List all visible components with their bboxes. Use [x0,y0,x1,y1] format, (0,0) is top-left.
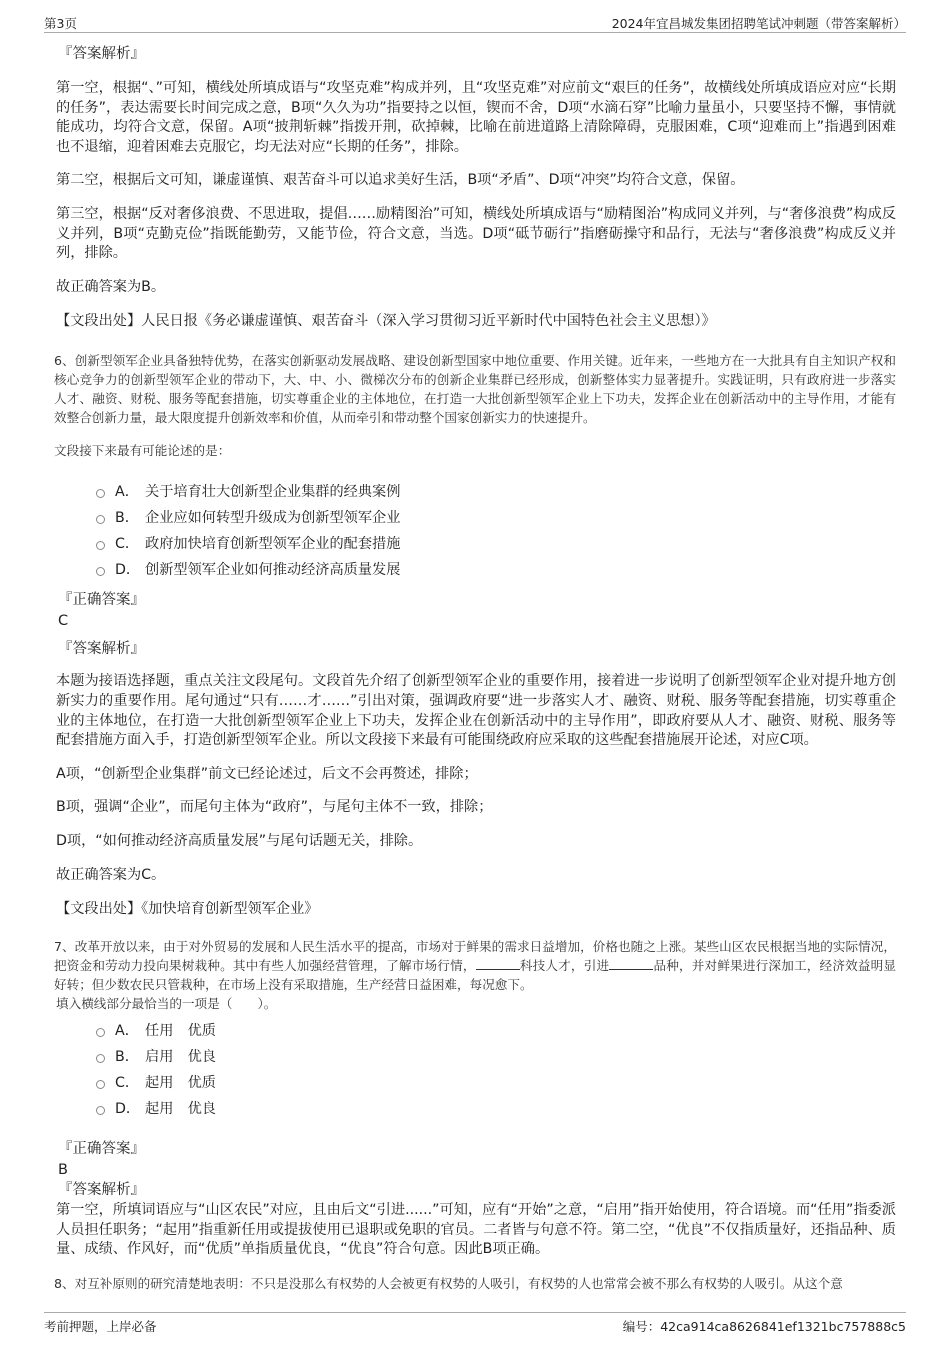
q7-option-a[interactable]: A． 任用 优质 [96,1017,896,1043]
q5-analysis-p1: 第一空，根据“、”可知，横线处所填成语与“攻坚克难”构成并列，且“攻坚克难”对应前文“艰巨的任务”，故横线处所填成语应对应“长期的任务”，表达需要长时间完成之意，B项“久久为功”指要持之以恒，锲而不舍，D项“水滴石穿”比喻力量虽小，只要坚持不懈，事情就能成功，均符合文意，保留。A项“披荆斩棘”指拨开荆，砍掉棘，比喻在前进道路上清除障碍，克服困难，C项“迎难而上”指遇到困难也不退缩，迎着困难去克服它，均无法对应“长期的任务”，排除。 [56,80,896,155]
radio-icon[interactable] [96,541,105,550]
q8-stem: 8、对互补原则的研究清楚地表明：不只是没那么有权势的人会被更有权势的人吸引，有权势的人也常常会被不那么有权势的人吸引。从这个意 [54,1275,843,1291]
radio-icon[interactable] [96,515,105,524]
page-footer [44,1312,906,1337]
q6-option-c[interactable]: C． 政府加快培育创新型领军企业的配套措施 [96,530,896,556]
q7-stem: 7、改革开放以来，由于对外贸易的发展和人民生活水平的提高，市场对于鲜果的需求日益增加，价格也随之上涨。某些山区农民根据当地的实际情况，把资金和劳动力投向果树栽种。其中有些人加强经营管理，了解市场行情， 科技人才，引进 品种，并对鲜果进行深加工，经济效益明显好转；但少数农民只管栽种，在市场上没有采取措施，生产经营日益困难，每况愈下。 [54,939,897,993]
radio-icon[interactable] [96,1106,105,1115]
radio-icon[interactable] [96,489,105,498]
q6-analysis-label: 『答案解析』 [58,641,145,658]
radio-icon[interactable] [96,567,105,576]
document-id: 编号：42ca914ca8626841ef1321bc757888c5 [622,1319,906,1334]
q6-analysis-p1: 本题为接语选择题，重点关注文段尾句。文段首先介绍了创新型领军企业的重要作用，接着进一步说明了创新型领军企业对提升地方创新实力的重要作用。尾句通过“只有……才……”引出对策，强调政府要“进一步落实人才、融资、财税、服务等配套措施，切实尊重企业的主体地位，在打造一大批创新型领军企业上下功夫，发挥企业在创新活动中的主导作用”，即政府要从人才、融资、财税、服务等配套措施方面入手，打造创新型领军企业。所以文段接下来最有可能围绕政府应采取的这些配套措施展开论述，对应C项。 [56,673,896,749]
q7-options [96,1017,896,1121]
radio-icon[interactable] [96,1054,105,1063]
q7-option-b[interactable]: B． 启用 优良 [96,1043,896,1069]
radio-icon[interactable] [96,1080,105,1089]
q6-stem: 6、创新型领军企业具备独特优势，在落实创新驱动发展战略、建设创新型国家中地位重要、作用关键。近年来，一些地方在一大批具有自主知识产权和核心竞争力的创新型领军企业的带动下，大、中、小、微梯次分布的创新企业集群已经形成，创新整体实力显著提升。实践证明，只有政府进一步落实人才、融资、财税、服务等配套措施，切实尊重企业的主体地位，在打造一大批创新型领军企业上下功夫，发挥企业在创新活动中的主导作用，才能有效整合创新力量，最大限度提升创新效率和价值，从而牵引和带动整个国家创新实力的快速提升。 [54,353,896,426]
q6-answer-label: 『正确答案』 [58,592,145,609]
q6-conclusion: 故正确答案为C。 [56,866,166,883]
q7-option-d[interactable]: D． 起用 优良 [96,1095,896,1121]
q6-source: 【文段出处】《加快培育创新型领军企业》 [56,901,319,918]
q6-option-b[interactable]: B． 企业应如何转型升级成为创新型领军企业 [96,504,896,530]
q7-analysis-p1: 第一空，所填词语应与“山区农民”对应，且由后文“引进......”可知，应有“开始”之意，“启用”指开始使用，符合语境。而“任用”指委派人员担任职务；“起用”指重新任用或提拔使用已退职或免职的官员。二者皆与句意不符。第二空，“优良”不仅指质量好，还指品种、质量、成绩、作风好，而“优质”单指质量优良，“优良”符合句意。因此B项正确。 [56,1202,896,1258]
page-content [56,40,896,1307]
document-title: 2024年宜昌城发集团招聘笔试冲刺题（带答案解析） [611,16,906,31]
q5-source: 【文段出处】人民日报《务必谦虚谨慎、艰苦奋斗（深入学习贯彻习近平新时代中国特色社会主义思想）》 [56,313,716,330]
q6-answer: C [58,613,69,630]
q6-option-d[interactable]: D． 创新型领军企业如何推动经济高质量发展 [96,556,896,582]
q6-analysis-p2: A项，“创新型企业集群”前文已经论述过，后文不会再赘述，排除； [56,765,478,782]
q5-conclusion: 故正确答案为B。 [56,278,166,295]
footer-slogan: 考前押题，上岸必备 [44,1319,157,1334]
q6-option-a[interactable]: A． 关于培育壮大创新型企业集群的经典案例 [96,478,896,504]
q7-option-c[interactable]: C． 起用 优质 [96,1069,896,1095]
blank-line [476,957,520,970]
q6-analysis-p3: B项，强调“企业”，而尾句主体为“政府”，与尾句主体不一致，排除； [56,799,493,816]
q6-options [96,478,896,582]
q7-answer: B [58,1162,68,1179]
q5-analysis-p2: 第二空，根据后文可知，谦虚谨慎、艰苦奋斗可以追求美好生活，B项“矛盾”、D项“冲突”均符合文意，保留。 [56,172,745,189]
radio-icon[interactable] [96,1028,105,1037]
blank-line [609,957,653,970]
q7-analysis-label: 『答案解析』 [58,1182,145,1199]
q5-analysis-label: 『答案解析』 [58,46,145,62]
q5-analysis-p3: 第三空，根据“反对奢侈浪费、不思进取，提倡……励精图治”可知，横线处所填成语与“励精图治”构成同义并列，与“奢侈浪费”构成反义并列，B项“克勤克俭”指既能勤劳，又能节俭，符合文意，当选。D项“砥节砺行”指磨砺操守和品行，无法与“奢侈浪费”构成反义并列，排除。 [56,205,896,262]
q6-lead: 文段接下来最有可能论述的是： [54,443,231,459]
page-header [44,10,906,33]
q6-analysis-p4: D项，“如何推动经济高质量发展”与尾句话题无关，排除。 [56,832,423,849]
page-number: 第3页 [44,16,77,31]
q7-lead: 填入横线部分最恰当的一项是（ ）。 [56,996,277,1012]
q7-answer-label: 『正确答案』 [58,1141,145,1158]
